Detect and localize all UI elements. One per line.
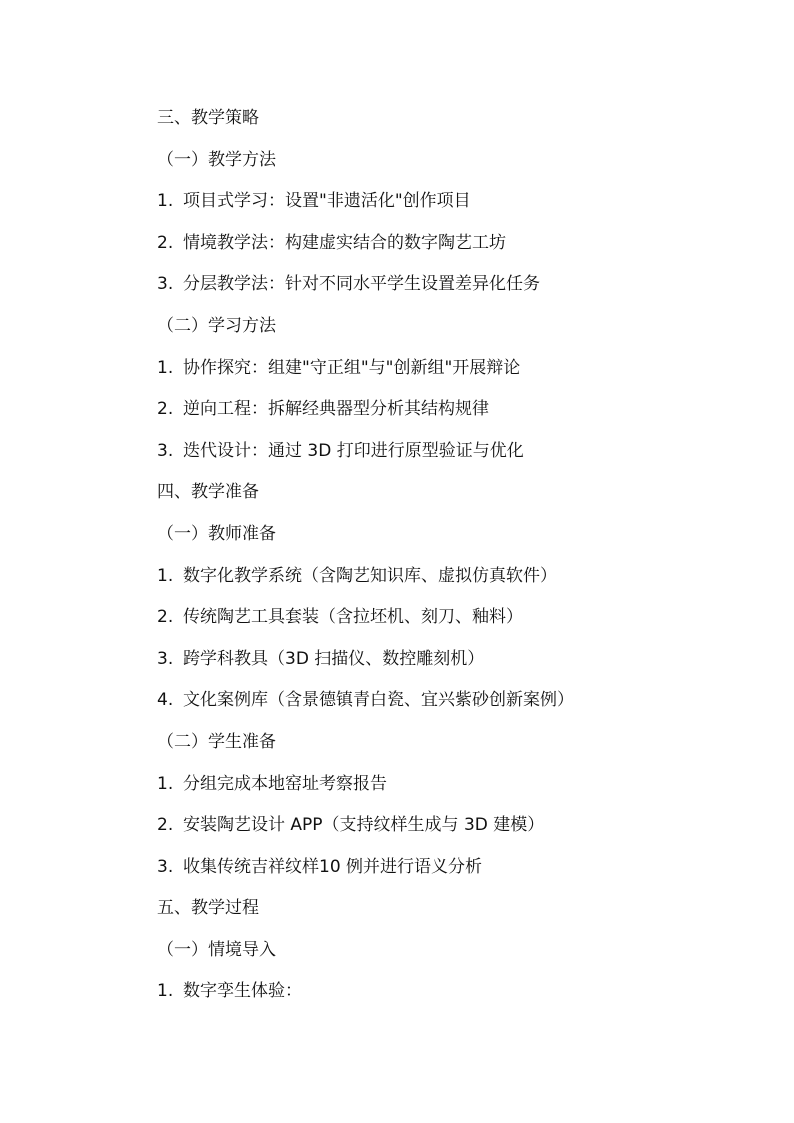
list-item	[157, 977, 717, 1019]
list-item-text: 协作探究：组建"守正组"与"创新组"开展辩论	[183, 357, 521, 378]
list-item-number: 2.	[157, 607, 174, 628]
list-item	[157, 770, 717, 812]
subsection-heading: （二）学习方法	[157, 315, 276, 336]
list-item-number: 1.	[157, 981, 174, 1002]
list-item-text: 文化案例库（含景德镇青白瓷、宜兴紫砂创新案例）	[183, 690, 574, 711]
list-item-number: 3.	[157, 648, 174, 669]
list-item-text: 数字孪生体验：	[183, 981, 302, 1002]
list-item	[157, 395, 717, 437]
list-item-text: 跨学科教具（3D 扫描仪、数控雕刻机）	[183, 648, 485, 669]
list-item	[157, 853, 717, 895]
list-item	[157, 437, 717, 479]
list-item-text: 项目式学习：设置"非遗活化"创作项目	[183, 191, 471, 212]
subsection-heading: （一）教学方法	[157, 149, 276, 170]
list-item-text: 分组完成本地窑址考察报告	[183, 773, 387, 794]
list-item-number: 4.	[157, 690, 174, 711]
list-item-number: 1.	[157, 357, 174, 378]
list-item-number: 3.	[157, 274, 174, 295]
list-item	[157, 811, 717, 853]
list-item-number: 2.	[157, 815, 174, 836]
list-item	[157, 686, 717, 728]
subsection-heading: （二）学生准备	[157, 731, 276, 752]
section-heading: 五、教学过程	[157, 898, 259, 919]
list-item-number: 3.	[157, 856, 174, 877]
list-item-number: 3.	[157, 440, 174, 461]
list-item-number: 1.	[157, 565, 174, 586]
list-item-number: 2.	[157, 232, 174, 253]
list-item	[157, 603, 717, 645]
list-item-text: 逆向工程：拆解经典器型分析其结构规律	[183, 399, 489, 420]
list-item	[157, 187, 717, 229]
section-heading: 三、教学策略	[157, 108, 259, 128]
list-item-text: 迭代设计：通过 3D 打印进行原型验证与优化	[183, 440, 524, 461]
list-item-text: 传统陶艺工具套装（含拉坯机、刻刀、釉料）	[183, 607, 523, 628]
section-heading: 四、教学准备	[157, 482, 259, 503]
list-item-number: 2.	[157, 399, 174, 420]
subsection-heading: （一）情境导入	[157, 939, 276, 960]
list-item-text: 分层教学法：针对不同水平学生设置差异化任务	[183, 274, 540, 295]
list-item	[157, 645, 717, 687]
list-item-text: 情境教学法：构建虚实结合的数字陶艺工坊	[183, 232, 506, 253]
list-item	[157, 229, 717, 271]
list-item-text: 安装陶艺设计 APP（支持纹样生成与 3D 建模）	[183, 815, 545, 836]
list-item	[157, 270, 717, 312]
list-item-text: 收集传统吉祥纹样10 例并进行语义分析	[183, 856, 483, 877]
list-item	[157, 354, 717, 396]
subsection-heading: （一）教师准备	[157, 523, 276, 544]
document-body	[157, 104, 717, 1019]
list-item-number: 1.	[157, 191, 174, 212]
list-item	[157, 562, 717, 604]
list-item-number: 1.	[157, 773, 174, 794]
list-item-text: 数字化教学系统（含陶艺知识库、虚拟仿真软件）	[183, 565, 557, 586]
